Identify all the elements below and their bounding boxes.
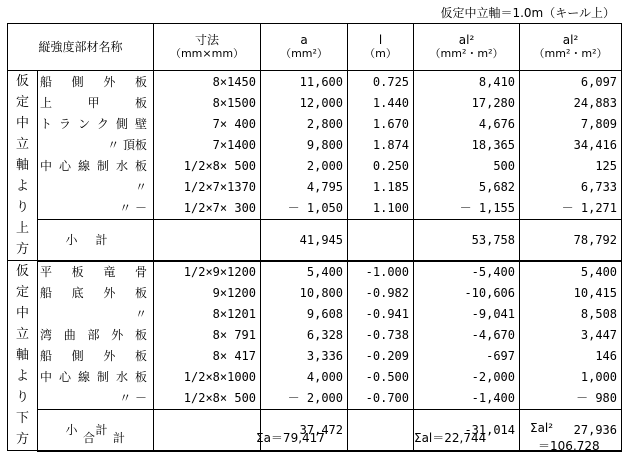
dimension-cell: 1/2×8× 500 (154, 155, 261, 176)
distance-cell: -0.209 (348, 346, 414, 367)
side-label-char: よ (15, 179, 29, 194)
totals-row (0, 423, 625, 459)
table-row (8, 155, 622, 176)
area-cell: － 2,000 (261, 388, 348, 410)
table-row (8, 113, 622, 134)
area-cell: 9,608 (261, 304, 348, 325)
area-cell: 2,800 (261, 113, 348, 134)
dimension-cell: 1/2×7×1370 (154, 176, 261, 197)
sum-al2-value: ＝106,728 (538, 439, 600, 453)
section-side-label (8, 261, 38, 451)
side-label-char: 定 (15, 285, 29, 300)
side-label-char: 下 (15, 411, 29, 426)
area-cell: 4,000 (261, 367, 348, 388)
inertia-cell: － 1,271 (520, 197, 622, 219)
dimension-cell: 8× 417 (154, 346, 261, 367)
subtotal-dim-empty (154, 219, 261, 260)
dimension-cell: 9×1200 (154, 283, 261, 304)
member-name: 上甲板 (38, 92, 154, 113)
sum-a: Σa＝79,417 (256, 431, 325, 445)
header-al2: al² （mm²・m²） (520, 24, 622, 71)
subtotal-al: -31,014 (414, 409, 520, 450)
member-name: 平板竜骨 (38, 261, 154, 283)
table-row (8, 325, 622, 346)
neutral-axis-note: 仮定中立軸＝1.0m（キール上） (440, 6, 615, 20)
longitudinal-strength-table (7, 23, 622, 452)
header-name: 縦強度部材名称 (8, 24, 154, 71)
header-a: a （mm²） (261, 24, 348, 71)
side-label-char: 軸 (15, 158, 29, 173)
side-label-char: 仮 (15, 74, 29, 89)
header-row (8, 24, 622, 71)
area-cell: 6,328 (261, 325, 348, 346)
inertia-cell: 3,447 (520, 325, 622, 346)
moment-cell: -9,041 (414, 304, 520, 325)
distance-cell: 0.250 (348, 155, 414, 176)
area-cell: 12,000 (261, 92, 348, 113)
member-name: 〃 頂板 (38, 134, 154, 155)
area-cell: 4,795 (261, 176, 348, 197)
member-name: 船側外板 (38, 346, 154, 367)
distance-cell: 1.100 (348, 197, 414, 219)
inertia-cell: － 980 (520, 388, 622, 410)
member-name: 〃 － (38, 388, 154, 410)
side-label-char: り (15, 390, 29, 405)
side-label-char: 方 (15, 242, 29, 257)
table-row (8, 92, 622, 113)
member-name: 湾曲部外板 (38, 325, 154, 346)
side-label-char: 中 (15, 306, 29, 321)
member-name: 中心線制水板 (38, 155, 154, 176)
table-row (8, 71, 622, 93)
moment-cell: 8,410 (414, 71, 520, 93)
upper-section (8, 71, 622, 261)
side-label-char: 方 (15, 432, 29, 447)
sum-al2-label: Σal² (530, 421, 554, 435)
dimension-cell: 1/2×8× 500 (154, 388, 261, 410)
header-dim: 寸法 （mm×mm） (154, 24, 261, 71)
subtotal-al2: 27,936 (520, 409, 622, 450)
moment-cell: 5,682 (414, 176, 520, 197)
side-label-char: 中 (15, 116, 29, 131)
member-name: 船側外板 (38, 71, 154, 93)
dimension-cell: 1/2×8×1000 (154, 367, 261, 388)
inertia-cell: 24,883 (520, 92, 622, 113)
moment-cell: -10,606 (414, 283, 520, 304)
distance-cell: 1.185 (348, 176, 414, 197)
subtotal-l-empty (348, 219, 414, 260)
inertia-cell: 10,415 (520, 283, 622, 304)
table-row (8, 176, 622, 197)
distance-cell: -0.738 (348, 325, 414, 346)
subtotal-row (8, 219, 622, 260)
area-cell: 9,800 (261, 134, 348, 155)
table-row (8, 367, 622, 388)
inertia-cell: 5,400 (520, 261, 622, 283)
area-cell: 2,000 (261, 155, 348, 176)
moment-cell: -697 (414, 346, 520, 367)
table-row (8, 197, 622, 219)
distance-cell: 0.725 (348, 71, 414, 93)
member-name: 〃 (38, 304, 154, 325)
dimension-cell: 8× 791 (154, 325, 261, 346)
distance-cell: 1.670 (348, 113, 414, 134)
dimension-cell: 7×1400 (154, 134, 261, 155)
subtotal-a: 41,945 (261, 219, 348, 260)
dimension-cell: 7× 400 (154, 113, 261, 134)
distance-cell: 1.874 (348, 134, 414, 155)
area-cell: 10,800 (261, 283, 348, 304)
inertia-cell: 125 (520, 155, 622, 176)
table-row (8, 304, 622, 325)
header-al: al² （mm²・m²） (414, 24, 520, 71)
subtotal-a: 37,472 (261, 409, 348, 450)
inertia-cell: 6,097 (520, 71, 622, 93)
table-row (8, 388, 622, 410)
distance-cell: -0.982 (348, 283, 414, 304)
dimension-cell: 8×1201 (154, 304, 261, 325)
side-label-char: 上 (15, 221, 29, 236)
dimension-cell: 8×1500 (154, 92, 261, 113)
table-row (8, 134, 622, 155)
header-l: l （m） (348, 24, 414, 71)
distance-cell: 1.440 (348, 92, 414, 113)
side-label-char: り (15, 200, 29, 215)
distance-cell: -0.700 (348, 388, 414, 410)
moment-cell: -1,400 (414, 388, 520, 410)
distance-cell: -1.000 (348, 261, 414, 283)
moment-cell: 18,365 (414, 134, 520, 155)
totals-label: 合計 (83, 431, 144, 445)
subtotal-label: 小計 (38, 409, 154, 450)
member-name: トランク側壁 (38, 113, 154, 134)
moment-cell: 4,676 (414, 113, 520, 134)
dimension-cell: 1/2×9×1200 (154, 261, 261, 283)
inertia-cell: 34,416 (520, 134, 622, 155)
member-name: 船底外板 (38, 283, 154, 304)
member-name: 〃 － (38, 197, 154, 219)
inertia-cell: 8,508 (520, 304, 622, 325)
side-label-char: 仮 (15, 264, 29, 279)
area-cell: 11,600 (261, 71, 348, 93)
moment-cell: -4,670 (414, 325, 520, 346)
side-label-char: 定 (15, 95, 29, 110)
moment-cell: -2,000 (414, 367, 520, 388)
moment-cell: － 1,155 (414, 197, 520, 219)
distance-cell: -0.941 (348, 304, 414, 325)
table-row (8, 283, 622, 304)
subtotal-label: 小計 (38, 219, 154, 260)
subtotal-al: 53,758 (414, 219, 520, 260)
moment-cell: 500 (414, 155, 520, 176)
table-row (8, 346, 622, 367)
section-side-label (8, 71, 38, 261)
sum-al: Σal＝22,744 (414, 431, 487, 445)
dimension-cell: 1/2×7× 300 (154, 197, 261, 219)
side-label-char: 軸 (15, 348, 29, 363)
side-label-char: 立 (15, 137, 29, 152)
member-name: 〃 (38, 176, 154, 197)
side-label-char: 立 (15, 327, 29, 342)
dimension-cell: 8×1450 (154, 71, 261, 93)
member-name: 中心線制水板 (38, 367, 154, 388)
inertia-cell: 6,733 (520, 176, 622, 197)
moment-cell: -5,400 (414, 261, 520, 283)
inertia-cell: 1,000 (520, 367, 622, 388)
inertia-cell: 7,809 (520, 113, 622, 134)
side-label-char: よ (15, 369, 29, 384)
distance-cell: -0.500 (348, 367, 414, 388)
moment-cell: 17,280 (414, 92, 520, 113)
subtotal-al2: 78,792 (520, 219, 622, 260)
area-cell: 5,400 (261, 261, 348, 283)
inertia-cell: 146 (520, 346, 622, 367)
area-cell: 3,336 (261, 346, 348, 367)
table-row (8, 261, 622, 283)
area-cell: － 1,050 (261, 197, 348, 219)
